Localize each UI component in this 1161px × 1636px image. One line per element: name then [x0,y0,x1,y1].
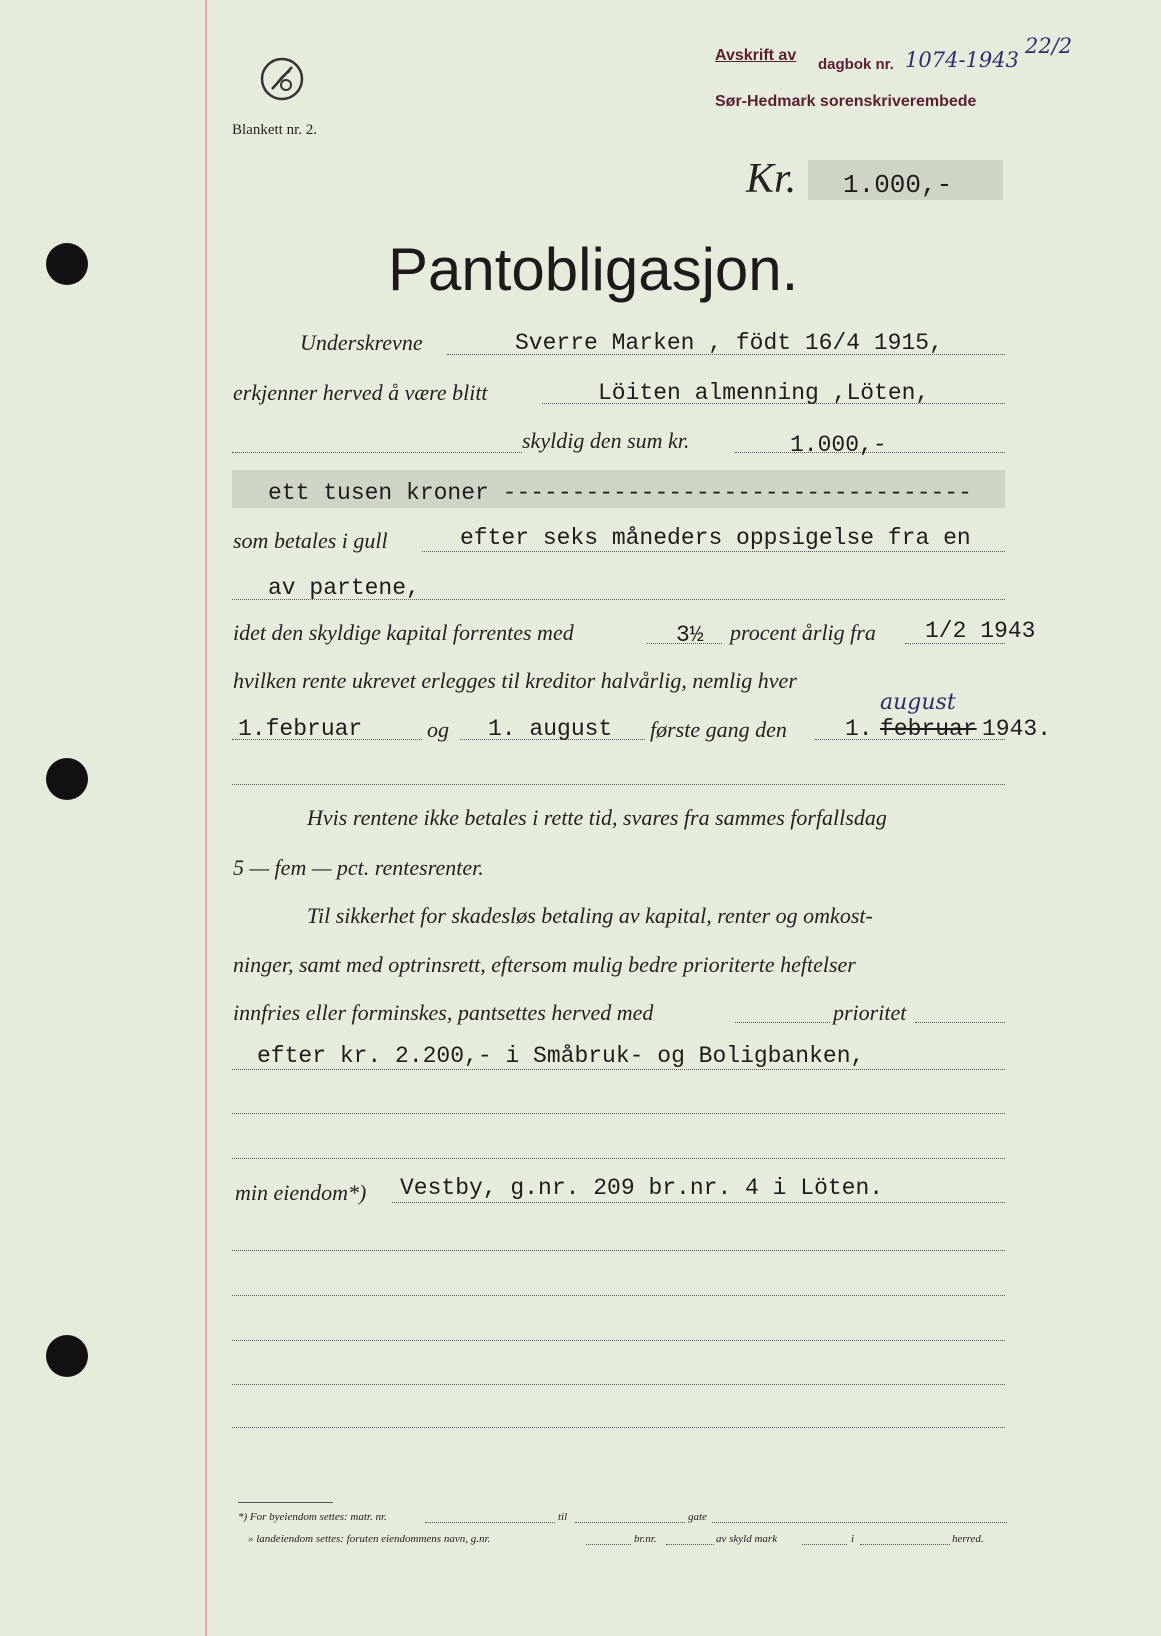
amount-prefix: Kr. [746,156,797,202]
stamp-dagbok-label: dagbok nr. [818,56,894,73]
footnote2-dots-3 [802,1544,847,1545]
footnote2-d: i [851,1533,855,1545]
footnote-rule [238,1502,333,1503]
stamp-office: Sør-Hedmark sorenskriverembede [715,93,977,110]
punch-hole-middle [46,758,88,800]
footnote2-a: » landeiendom settes: foruten eiendommens navn, g.nr. [248,1533,491,1545]
property-label: min eiendom*) [235,1180,367,1205]
blank-line-5 [232,1295,1005,1296]
undersigned-label: Underskrevne [300,330,423,355]
interest-rate: 3½ [676,622,704,648]
og-label: og [427,717,449,742]
first-time-prefix: 1. [845,716,873,742]
payment-label: som betales i gull [233,528,388,553]
blank-line-8 [232,1427,1005,1428]
first-time-label: første gang den [650,717,787,742]
footnote1-dots-3 [712,1522,1007,1523]
payment-line [422,551,1005,552]
blank-line-7 [232,1384,1005,1385]
interest-from: 1/2 1943 [925,618,1036,644]
sum-words: ett tusen kroner ---------------------------------- [268,480,972,506]
priority-line [735,1022,830,1023]
sum-value: 1.000,- [790,432,887,458]
footnote2-c: av skyld mark [716,1533,778,1545]
interest-label-2: procent årlig fra [730,620,876,645]
paragraph1-line2: 5 — fem — pct. rentesrenter. [233,855,484,880]
margin-rule [205,0,207,1636]
punch-hole-bottom [46,1335,88,1377]
date2-value: 1. august [488,716,613,742]
footnote1-c: gate [688,1511,707,1523]
interest-text: hvilken rente ukrevet erlegges til kreditor halvårlig, nemlig hver [233,668,797,693]
paragraph2-line2: ninger, samt med optrinsrett, eftersom mulig bedre prioriterte heftelser [233,952,856,977]
property-value: Vestby, g.nr. 209 br.nr. 4 i Löten. [400,1175,884,1201]
footnote2-dots-4 [860,1544,950,1545]
footnote2-dots-2 [666,1544,714,1545]
paragraph2-line1: Til sikkerhet for skadesløs betaling av kapital, renter og omkost- [307,903,873,928]
sum-line-left [232,452,522,453]
publisher-logo-icon [258,55,306,103]
sum-label: skyldig den sum kr. [522,428,690,453]
paragraph1-line1: Hvis rentene ikke betales i rette tid, svares fra sammes forfallsdag [307,805,887,830]
interest-label-1: idet den skyldige kapital forrentes med [233,620,574,645]
payment-value-2: av partene, [268,575,420,601]
creditor-label: erkjenner herved å være blitt [233,380,488,405]
blank-line-3 [232,1158,1005,1159]
first-time-struck: februar [880,716,977,742]
stamp-date: 22/2 [1025,34,1073,58]
amount-value: 1.000,- [843,170,953,200]
footnote1-dots-2 [575,1522,685,1523]
paragraph2-line3a: innfries eller forminskes, pantsettes herved med [233,1000,654,1025]
punch-hole-top [46,243,88,285]
footnote1-dots-1 [425,1522,555,1523]
footnote2-b: br.nr. [634,1533,657,1545]
first-time-handwritten: august [880,690,956,715]
priority-value-line [232,1069,1005,1070]
priority-line-end [915,1022,1005,1023]
blank-line-2 [232,1113,1005,1114]
stamp-avskrift: Avskrift av [715,47,797,64]
blank-line-6 [232,1340,1005,1341]
footnote1-b: til [558,1511,568,1523]
blank-line-4 [232,1250,1005,1251]
footnote2-e: herred. [952,1533,984,1545]
document-title: Pantobligasjon. [388,236,799,303]
undersigned-value: Sverre Marken , födt 16/4 1915, [515,330,943,356]
dagbok-number: 1074-1943 [905,48,1019,72]
creditor-value: Löiten almenning ,Löten, [598,380,930,406]
blank-line-1 [232,784,1005,785]
first-time-year: 1943. [982,716,1052,742]
footnote1-a: *) For byeiendom settes: matr. nr. [238,1511,387,1523]
date1-value: 1.februar [238,716,363,742]
priority-value: efter kr. 2.200,- i Småbruk- og Boligbanken, [257,1043,865,1069]
form-label: Blankett nr. 2. [232,122,317,138]
payment-value-1: efter seks måneders oppsigelse fra en [460,525,971,551]
property-line [392,1202,1005,1203]
footnote2-dots-1 [586,1544,631,1545]
paragraph2-line3b: prioritet [833,1000,907,1025]
